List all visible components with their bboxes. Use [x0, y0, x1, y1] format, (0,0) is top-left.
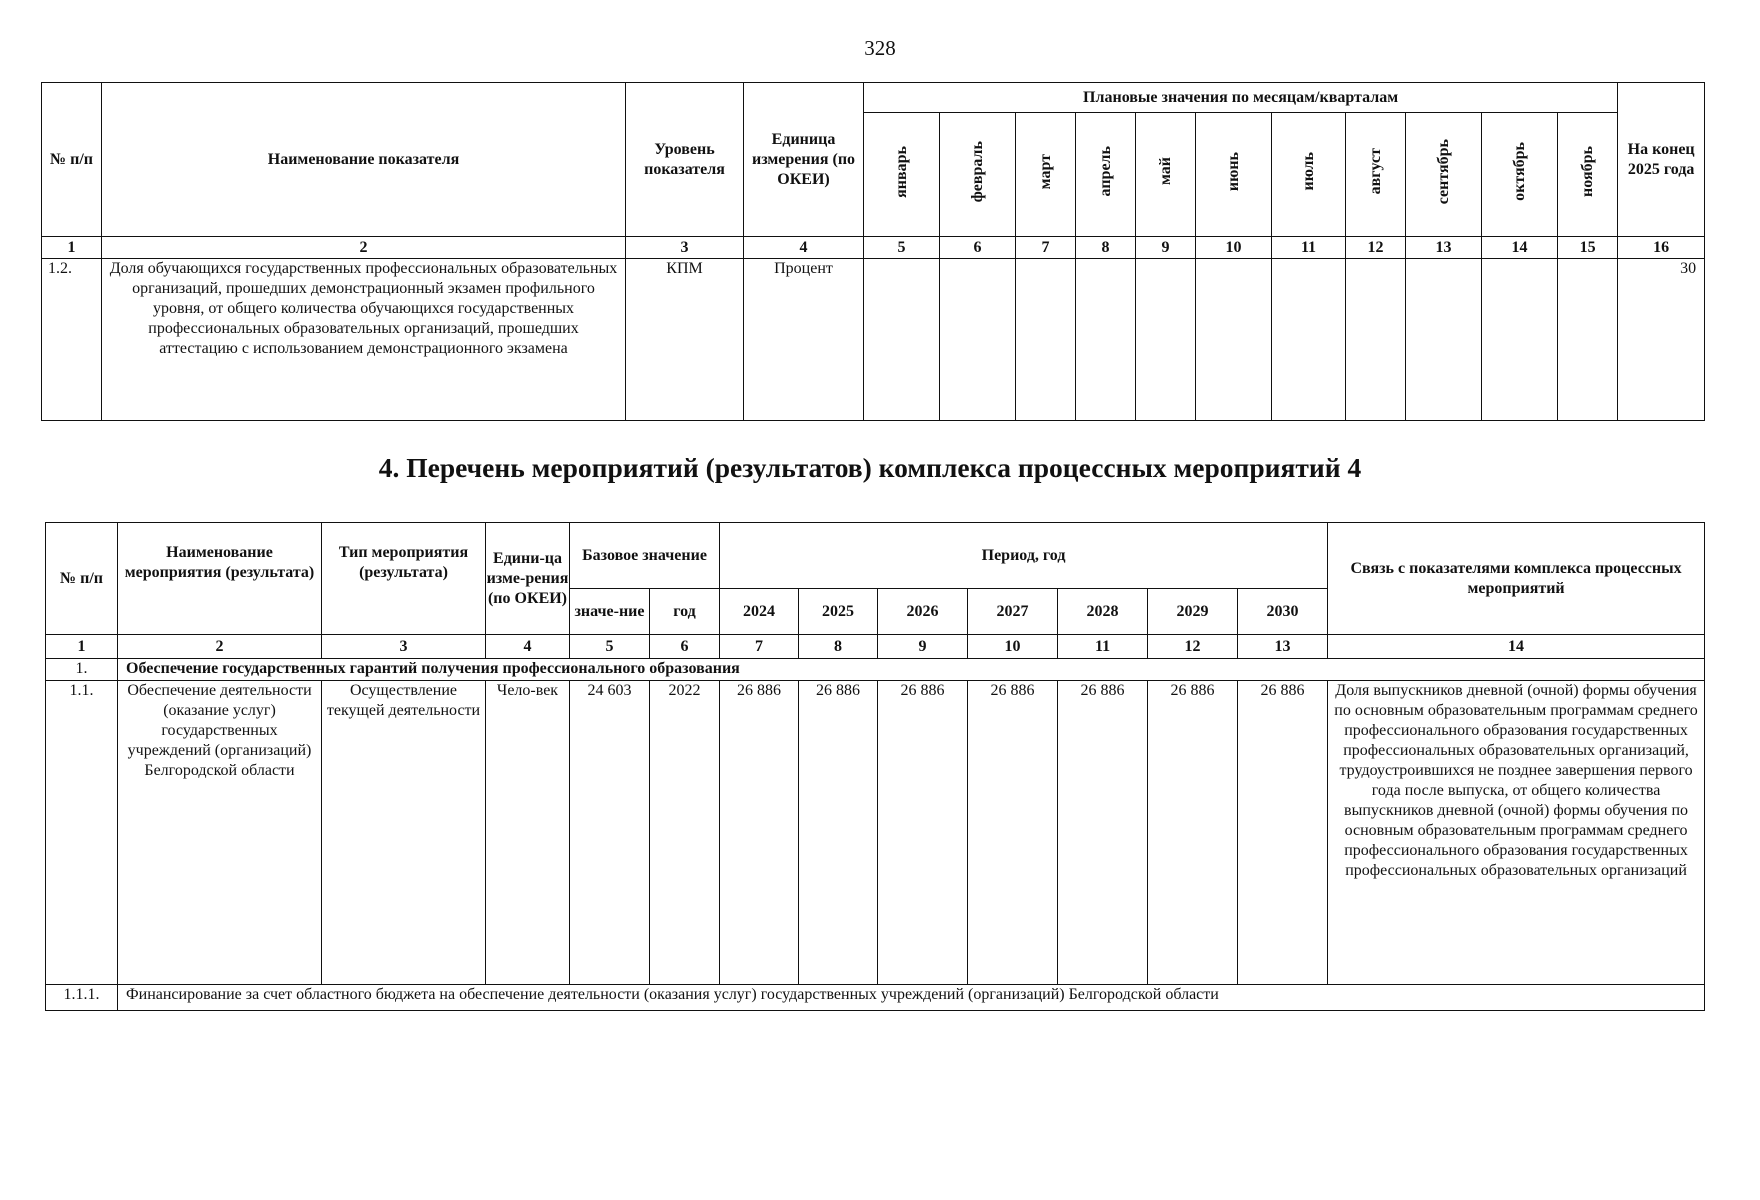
- column-number: 16: [1618, 237, 1705, 259]
- indicator-name: Доля обучающихся государственных профессиональных образовательных организаций, прошедших демонстрационный экзамен профильного уровня, от общего количества обучающихся государственных профессиональных образовательных организаций, прошедших аттестацию с использованием демонстрационного экзамена: [102, 259, 626, 421]
- header-base-value: значе-ние: [570, 589, 650, 635]
- column-number: 15: [1558, 237, 1618, 259]
- column-number: 10: [968, 635, 1058, 659]
- column-number: 12: [1346, 237, 1406, 259]
- header-num: № п/п: [46, 523, 118, 635]
- header-year: 2028: [1058, 589, 1148, 635]
- header-activity-name: Наименование мероприятия (результата): [118, 523, 322, 635]
- year-value: 26 886: [968, 681, 1058, 985]
- header-month: март: [1016, 113, 1076, 237]
- activity-unit: Чело-век: [486, 681, 570, 985]
- month-value: [940, 259, 1016, 421]
- column-number: 13: [1238, 635, 1328, 659]
- activity-name: Обеспечение деятельности (оказание услуг) государственных учреждений (организаций) Белгородской области: [118, 681, 322, 985]
- column-number: 2: [102, 237, 626, 259]
- header-base-year: год: [650, 589, 720, 635]
- month-value: [1076, 259, 1136, 421]
- header-year: 2027: [968, 589, 1058, 635]
- column-number: 5: [570, 635, 650, 659]
- sub-row: [46, 985, 1705, 1011]
- activities-table: [45, 522, 1705, 1011]
- column-number: 4: [744, 237, 864, 259]
- indicator-level: КПМ: [626, 259, 744, 421]
- header-month: январь: [864, 113, 940, 237]
- header-month: ноябрь: [1558, 113, 1618, 237]
- column-number: 14: [1328, 635, 1705, 659]
- column-number: 9: [878, 635, 968, 659]
- header-month: февраль: [940, 113, 1016, 237]
- column-number: 5: [864, 237, 940, 259]
- sub-row-text: Финансирование за счет областного бюджета на обеспечение деятельности (оказания услуг) государственных учреждений (организаций) Белгородской области: [118, 985, 1705, 1011]
- page-number: 328: [864, 36, 896, 60]
- header-month: октябрь: [1482, 113, 1558, 237]
- header-month: июнь: [1196, 113, 1272, 237]
- header-year: 2025: [799, 589, 878, 635]
- month-value: [1016, 259, 1076, 421]
- header-month: май: [1136, 113, 1196, 237]
- header-link: Связь с показателями комплекса процессных мероприятий: [1328, 523, 1705, 635]
- column-number: 9: [1136, 237, 1196, 259]
- column-number: 4: [486, 635, 570, 659]
- column-number: 10: [1196, 237, 1272, 259]
- column-number: 1: [42, 237, 102, 259]
- header-base: Базовое значение: [570, 523, 720, 589]
- column-number: 8: [1076, 237, 1136, 259]
- header-num: № п/п: [42, 83, 102, 237]
- row-num: 1.2.: [42, 259, 102, 421]
- table-row: [46, 681, 1705, 985]
- column-number: 13: [1406, 237, 1482, 259]
- header-unit: Едини-ца изме-рения (по ОКЕИ): [486, 523, 570, 635]
- month-value: [1136, 259, 1196, 421]
- linked-indicator: Доля выпускников дневной (очной) формы обучения по основным образовательным программам среднего профессионального образования государственных профессиональных образовательных организаций, трудоустроившихся не позднее завершения первого года после выпуска, от общего количества выпускников дневной (очной) формы обучения по основным образовательным программам среднего профессионального образования государственных профессиональных образовательных организаций: [1328, 681, 1705, 985]
- month-value: [1558, 259, 1618, 421]
- month-value: [1272, 259, 1346, 421]
- header-activity-type: Тип мероприятия (результата): [322, 523, 486, 635]
- year-value: 26 886: [1238, 681, 1328, 985]
- section-text: Обеспечение государственных гарантий получения профессионального образования: [118, 659, 1705, 681]
- header-year: 2026: [878, 589, 968, 635]
- year-value: 26 886: [799, 681, 878, 985]
- column-number: 14: [1482, 237, 1558, 259]
- header-plan-values: Плановые значения по месяцам/кварталам: [864, 83, 1618, 113]
- header-month: август: [1346, 113, 1406, 237]
- year-value: 26 886: [1058, 681, 1148, 985]
- base-value: 24 603: [570, 681, 650, 985]
- column-number: 8: [799, 635, 878, 659]
- header-end-of-year: На конец 2025 года: [1618, 83, 1705, 237]
- header-period: Период, год: [720, 523, 1328, 589]
- header-month: апрель: [1076, 113, 1136, 237]
- column-number: 7: [1016, 237, 1076, 259]
- column-number: 6: [650, 635, 720, 659]
- header-unit: Единица измерения (по ОКЕИ): [744, 83, 864, 237]
- header-month: сентябрь: [1406, 113, 1482, 237]
- section-num: 1.: [46, 659, 118, 681]
- column-number: 11: [1272, 237, 1346, 259]
- column-number: 1: [46, 635, 118, 659]
- column-number: 3: [626, 237, 744, 259]
- section-title: 4. Перечень мероприятий (результатов) комплекса процессных мероприятий 4: [378, 452, 1362, 483]
- header-year: 2030: [1238, 589, 1328, 635]
- header-indicator-name: Наименование показателя: [102, 83, 626, 237]
- month-value: [1406, 259, 1482, 421]
- month-value: [1346, 259, 1406, 421]
- base-year: 2022: [650, 681, 720, 985]
- row-num: 1.1.: [46, 681, 118, 985]
- year-value: 26 886: [878, 681, 968, 985]
- indicator-unit: Процент: [744, 259, 864, 421]
- column-number: 6: [940, 237, 1016, 259]
- sub-row-num: 1.1.1.: [46, 985, 118, 1011]
- year-value: 26 886: [1148, 681, 1238, 985]
- header-year: 2029: [1148, 589, 1238, 635]
- column-number: 2: [118, 635, 322, 659]
- month-value: [1482, 259, 1558, 421]
- indicators-table: [41, 82, 1705, 421]
- activity-type: Осуществление текущей деятельности: [322, 681, 486, 985]
- header-year: 2024: [720, 589, 799, 635]
- month-value: [1196, 259, 1272, 421]
- year-value: 26 886: [720, 681, 799, 985]
- column-number: 12: [1148, 635, 1238, 659]
- header-month: июль: [1272, 113, 1346, 237]
- column-number: 3: [322, 635, 486, 659]
- end-of-year-value: 30: [1618, 259, 1705, 421]
- table-row: [42, 259, 1705, 421]
- column-number: 7: [720, 635, 799, 659]
- section-row: [46, 659, 1705, 681]
- header-level: Уровень показателя: [626, 83, 744, 237]
- column-number: 11: [1058, 635, 1148, 659]
- month-value: [864, 259, 940, 421]
